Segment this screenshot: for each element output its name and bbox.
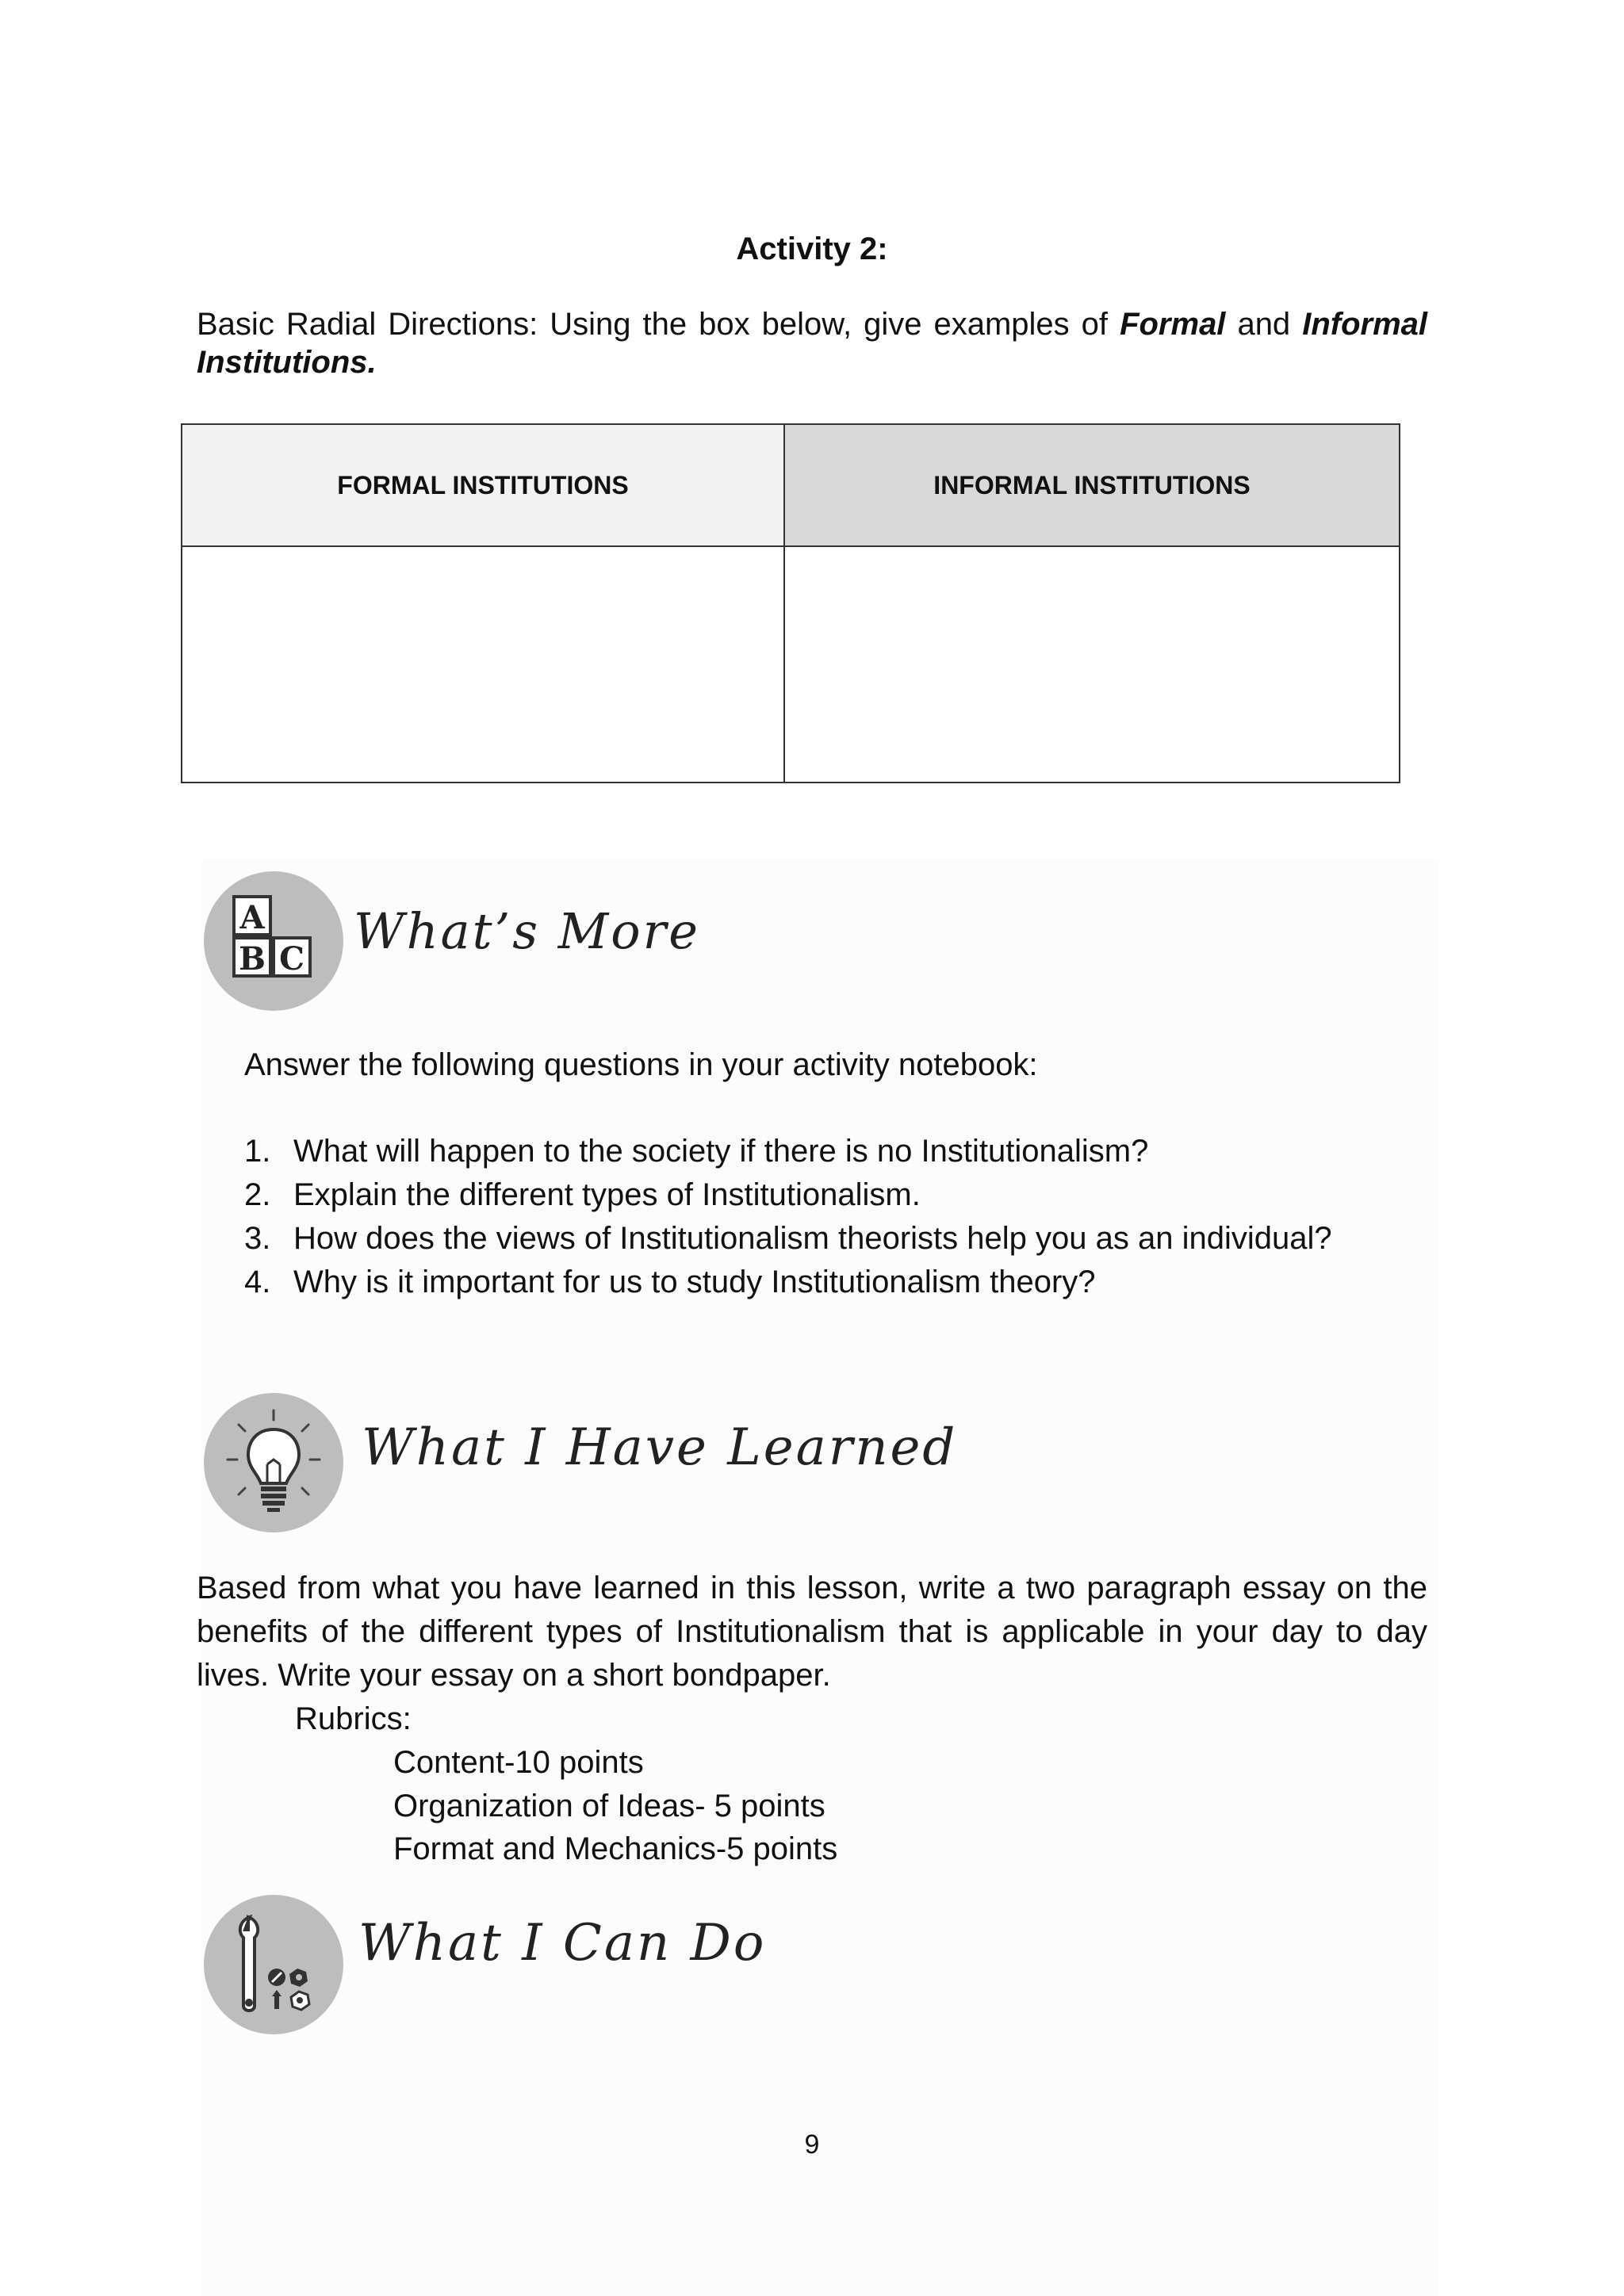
activity-title: Activity 2: (736, 232, 888, 266)
wrench-tools-icon (204, 1895, 343, 2034)
svg-text:B: B (239, 940, 266, 978)
what-i-have-learned-title: What I Have Learned (362, 1418, 958, 1477)
question-text: What will happen to the society if there is no Institutionalism? (293, 1134, 1149, 1169)
list-item (244, 1261, 1332, 1304)
page-number: 9 (804, 2130, 820, 2160)
question-number: 1. (244, 1134, 271, 1169)
abc-blocks-icon (204, 871, 343, 1011)
what-i-can-do-title: What I Can Do (358, 1914, 767, 1973)
directions-and: and (1225, 307, 1303, 342)
questions-list (244, 1130, 1332, 1304)
rubric-item: Organization of Ideas- 5 points (393, 1789, 825, 1823)
activity-directions (197, 305, 1427, 381)
rubrics-label: Rubrics: (295, 1701, 412, 1736)
whats-more-intro: Answer the following questions in your activity notebook: (244, 1047, 1038, 1082)
question-number: 3. (244, 1221, 271, 1256)
rubric-item: Format and Mechanics-5 points (393, 1831, 838, 1866)
question-number: 4. (244, 1265, 271, 1299)
question-text: How does the views of Institutionalism theorists help you as an individual? (293, 1221, 1332, 1256)
list-item (244, 1217, 1332, 1261)
list-item (244, 1173, 1332, 1217)
essay-instructions: Based from what you have learned in this lesson, write a two paragraph essay on the benefits of the different types of Institutionalism that is applicable in your day to day lives. Write your essay on a short bondpaper. (197, 1571, 1427, 1693)
rubric-item: Content-10 points (393, 1745, 644, 1780)
svg-text:C: C (279, 940, 304, 978)
whats-more-title: What’s More (354, 902, 700, 960)
question-text: Explain the different types of Institutionalism. (293, 1177, 921, 1212)
list-item (244, 1130, 1332, 1173)
formal-institutions-header: FORMAL INSTITUTIONS (182, 424, 784, 546)
lightbulb-icon (204, 1393, 343, 1533)
directions-text: Basic Radial Directions: Using the box below, give examples of (197, 307, 1120, 342)
svg-text:A: A (239, 899, 265, 936)
formal-institutions-cell[interactable] (182, 546, 784, 783)
informal-institutions-header: INFORMAL INSTITUTIONS (784, 424, 1400, 546)
informal-emphasis: Informal Institutions. (197, 307, 1427, 380)
informal-institutions-cell[interactable] (784, 546, 1400, 783)
institutions-table (181, 423, 1400, 783)
formal-emphasis: Formal (1120, 307, 1226, 342)
question-text: Why is it important for us to study Institutionalism theory? (293, 1265, 1096, 1299)
question-number: 2. (244, 1177, 271, 1212)
